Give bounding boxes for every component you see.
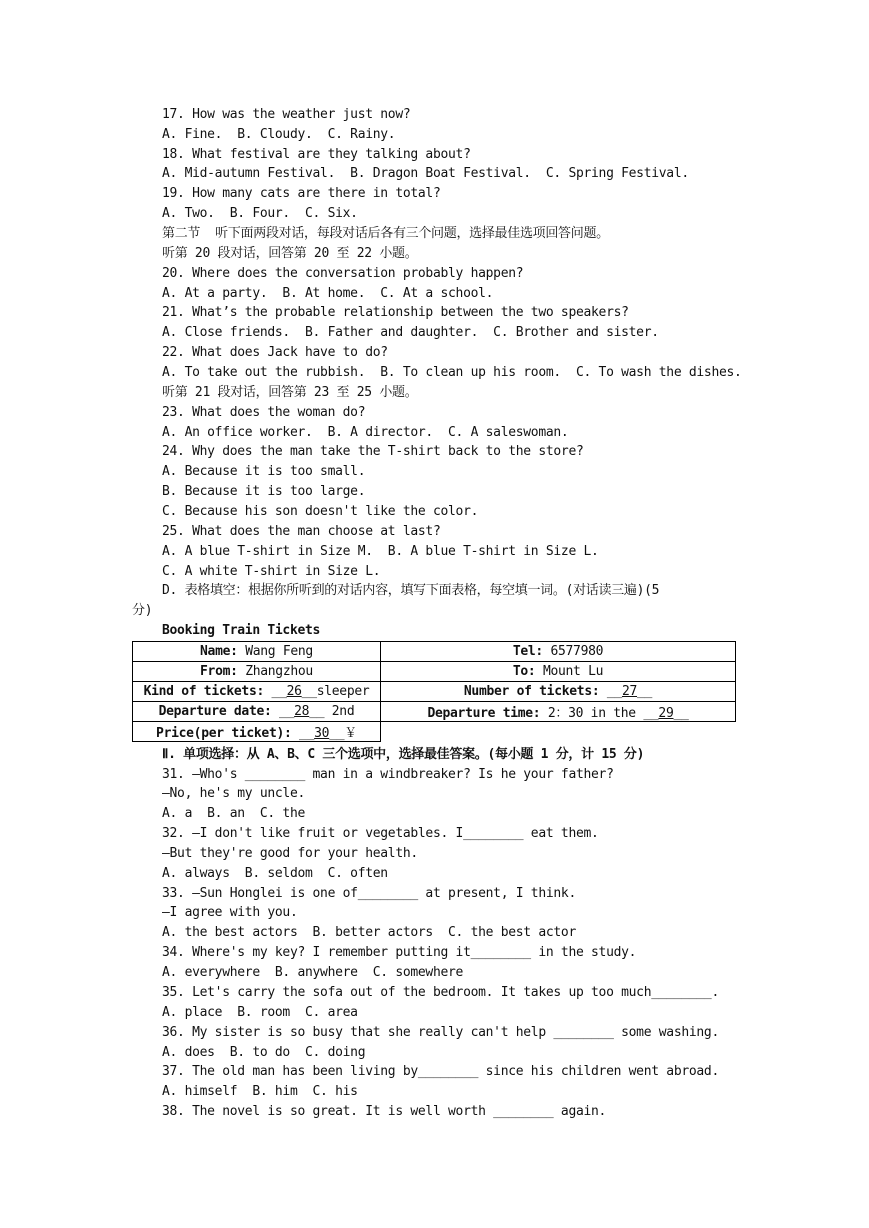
question-32: 32. —I don't like fruit or vegetables. I________ eat them. — [162, 826, 599, 841]
question-31: 31. —Who's ________ man in a windbreaker? Is he your father? — [162, 767, 614, 782]
section-2-instruction: 第二节 听下面两段对话，每段对话后各有三个问题，选择最佳选项回答问题。 — [162, 226, 609, 241]
kind-pre: __ — [264, 684, 287, 699]
price-pre: __ — [291, 726, 315, 741]
question-33: 33. —Sun Honglei is one of________ at present, I think. — [162, 886, 576, 901]
kind-label: Kind of tickets: — [143, 684, 265, 699]
time-post: __ — [673, 706, 689, 721]
question-20: 20. Where does the conversation probably happen? — [162, 266, 524, 281]
empty-cell — [381, 722, 736, 742]
part-d-instruction: D. 表格填空：根据你所听到的对话内容，填写下面表格，每空填一词。(对话读三遍)(5 — [162, 583, 660, 598]
question-33-reply: —I agree with you. — [162, 905, 298, 920]
price-label: Price(per ticket): — [156, 726, 292, 741]
question-18-options: A. Mid-autumn Festival. B. Dragon Boat Festival. C. Spring Festival. — [162, 166, 689, 181]
question-35: 35. Let's carry the sofa out of the bedroom. It takes up too much________. — [162, 985, 719, 1000]
question-24-option-b: B. Because it is too large. — [162, 484, 366, 499]
to-value: Mount Lu — [535, 664, 604, 679]
table-row — [133, 722, 736, 742]
time-cell — [381, 702, 736, 722]
question-22-options: A. To take out the rubbish. B. To clean up his room. C. To wash the dishes. — [162, 365, 742, 380]
question-20-options: A. At a party. B. At home. C. At a school. — [162, 286, 494, 301]
table-row — [133, 682, 736, 702]
question-23: 23. What does the woman do? — [162, 405, 366, 420]
question-37-options: A. himself B. him C. his — [162, 1084, 358, 1099]
dialog-20-instruction: 听第 20 段对话，回答第 20 至 22 小题。 — [162, 246, 418, 261]
from-value: Zhangzhou — [237, 664, 313, 679]
price-cell — [133, 722, 381, 742]
question-17-options: A. Fine. B. Cloudy. C. Rainy. — [162, 127, 396, 142]
question-34-options: A. everywhere B. anywhere C. somewhere — [162, 965, 464, 980]
question-24: 24. Why does the man take the T-shirt back to the store? — [162, 444, 584, 459]
question-25: 25. What does the man choose at last? — [162, 524, 441, 539]
question-19: 19. How many cats are there in total? — [162, 186, 441, 201]
date-label: Departure date: — [158, 704, 272, 719]
number-pre: __ — [599, 684, 622, 699]
tel-label: Tel: — [512, 644, 543, 659]
name-label: Name: — [200, 644, 238, 659]
table-row — [133, 702, 736, 722]
question-31-options: A. a B. an C. the — [162, 806, 306, 821]
name-value: Wang Feng — [237, 644, 313, 659]
question-37: 37. The old man has been living by________ since his children went abroad. — [162, 1064, 719, 1079]
question-38: 38. The novel is so great. It is well worth ________ again. — [162, 1104, 607, 1119]
number-label: Number of tickets: — [463, 684, 600, 699]
time-pre: 2：30 in the __ — [540, 706, 659, 721]
from-label: From: — [200, 664, 238, 679]
blank-27: 27 — [621, 684, 638, 699]
to-cell — [381, 662, 736, 682]
question-32-reply: —But they're good for your health. — [162, 846, 418, 861]
question-18: 18. What festival are they talking about? — [162, 147, 471, 162]
question-32-options: A. always B. seldom C. often — [162, 866, 388, 881]
question-21: 21. What’s the probable relationship between the two speakers? — [162, 305, 629, 320]
date-pre: __ — [271, 704, 295, 719]
question-21-options: A. Close friends. B. Father and daughter. C. Brother and sister. — [162, 325, 659, 340]
question-36-options: A. does B. to do C. doing — [162, 1045, 366, 1060]
question-31-reply: —No, he's my uncle. — [162, 786, 306, 801]
kind-cell — [133, 682, 381, 702]
blank-26: 26 — [286, 684, 302, 699]
booking-table — [132, 641, 736, 742]
question-25-options-ab: A. A blue T-shirt in Size M. B. A blue T-shirt in Size L. — [162, 544, 599, 559]
number-cell — [381, 682, 736, 702]
time-label: Departure time: — [427, 706, 541, 721]
question-24-option-c: C. Because his son doesn't like the color. — [162, 504, 479, 519]
blank-28: 28 — [294, 704, 310, 719]
question-24-option-a: A. Because it is too small. — [162, 464, 366, 479]
blank-29: 29 — [658, 706, 674, 721]
dialog-21-instruction: 听第 21 段对话，回答第 23 至 25 小题。 — [162, 385, 418, 400]
name-cell — [133, 642, 381, 662]
question-36: 36. My sister is so busy that she really can't help ________ some washing. — [162, 1025, 719, 1040]
tel-value: 6577980 — [542, 644, 604, 659]
question-35-options: A. place B. room C. area — [162, 1005, 358, 1020]
question-23-options: A. An office worker. B. A director. C. A saleswoman. — [162, 425, 569, 440]
table-row — [133, 642, 736, 662]
question-19-options: A. Two. B. Four. C. Six. — [162, 206, 358, 221]
tel-cell — [381, 642, 736, 662]
kind-post: __sleeper — [301, 684, 370, 699]
number-post: __ — [637, 684, 653, 699]
blank-30: 30 — [314, 726, 330, 741]
form-title: Booking Train Tickets — [162, 623, 321, 638]
grammar-heading: Ⅱ. 单项选择：从 A、B、C 三个选项中，选择最佳答案。(每小题 1 分，计 15 分) — [162, 747, 645, 762]
question-33-options: A. the best actors B. better actors C. the best actor — [162, 925, 576, 940]
date-cell — [133, 702, 381, 722]
table-row — [133, 662, 736, 682]
part-d-instruction-cont: 分) — [132, 603, 153, 618]
question-25-option-c: C. A white T-shirt in Size L. — [162, 564, 381, 579]
question-34: 34. Where's my key? I remember putting it________ in the study. — [162, 945, 637, 960]
from-cell — [133, 662, 381, 682]
price-post: __￥ — [329, 726, 357, 741]
date-post: __ 2nd — [309, 704, 355, 719]
to-label: To: — [512, 664, 536, 679]
question-22: 22. What does Jack have to do? — [162, 345, 388, 360]
question-17: 17. How was the weather just now? — [162, 107, 411, 122]
